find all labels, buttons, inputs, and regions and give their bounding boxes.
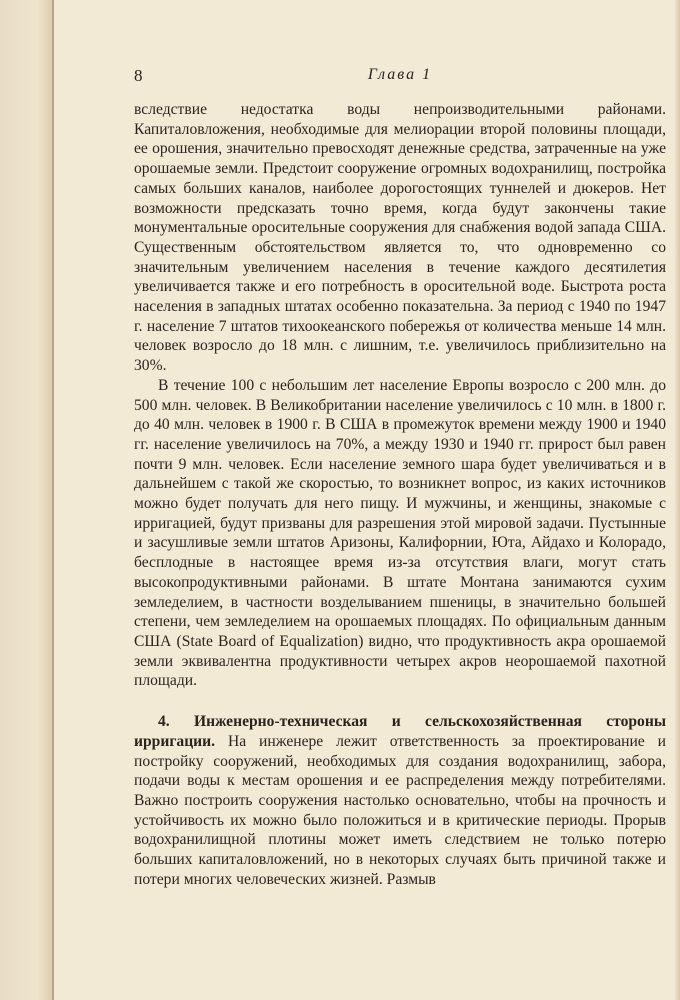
body-text	[134, 100, 666, 889]
section-text: На инженере лежит ответственность за проектирование и постройку сооружений, необходимых для создания водохранилищ, забора, подачи воды к местам орошения и ее распределения между потребителями. Важно построить сооружения настолько основательно, чтобы на прочность и устойчивость их можно было положиться и в критические периоды. Прорыв водохранилищной плотины может иметь следствием не только потерю больших капиталовложений, но в некоторых случаях быть причиной также и потери многих человеческих жизней. Размыв	[134, 732, 666, 888]
page-header	[134, 62, 666, 88]
book-page	[134, 62, 666, 889]
section-heading: 4. Инженерно-техническая и сельскохозяйственная стороны ирригации.	[134, 713, 666, 750]
paragraph-2: В течение 100 с небольшим лет население Европы возросло с 200 млн. до 500 млн. человек. В Великобритании население увеличилось с 10 млн. в 1800 г. до 40 млн. человек в 1900 г. В США в промежуток времени между 1900 и 1940 гг. население увеличилось на 70%, а между 1930 и 1940 гг. прирост был равен почти 9 млн. человек. Если население земного шара будет увеличиваться и в дальнейшем с такой же скоростью, то возникнет вопрос, из каких источников можно будет получать для него пищу. И мужчины, и женщины, знакомые с ирригацией, будут призваны для разрешения этой мировой задачи. Пустынные и засушливые земли штатов Аризоны, Калифорнии, Юта, Айдахо и Колорадо, бесплодные в настоящее время из-за отсутствия влаги, могут стать высокопродуктивными районами. В штате Монтана занимаются сухим земледелием, в частности возделыванием пшеницы, в значительно большей степени, чем земледелием на орошаемых площадях. По официальным данным США (State Board of Equalization) видно, что продуктивность акра орошаемой земли эквивалентна продуктивности четырех акров неорошаемой пахотной площади.	[134, 376, 666, 690]
book-gutter	[0, 0, 54, 1000]
page-edge	[674, 0, 680, 1000]
section-4	[134, 712, 666, 889]
running-title: Глава 1	[367, 66, 433, 83]
paragraph-1: вследствие недостатка воды непроизводительными районами. Капиталовложения, необходимые для мелиорации второй половины площади, ее орошения, значительно превосходят денежные средства, затраченные на уже орошаемые земли. Предстоит сооружение огромных водохранилищ, постройка самых больших каналов, наиболее дорогостоящих туннелей и дюкеров. Нет возможности предсказать точно время, когда будут закончены такие монументальные оросительные сооружения для снабжения водой запада США. Существенным обстоятельством является то, что одновременно со значительным увеличением населения в течение каждого десятилетия увеличивается также и его потребность в оросительной воде. Быстрота роста населения в западных штатах особенно показательна. За период с 1940 по 1947 г. население 7 штатов тихоокеанского побережья от количества меньше 14 млн. человек возросло до 18 млн. с лишним, т.е. увеличилось приблизительно на 30%.	[134, 101, 666, 375]
page-number: 8	[134, 66, 143, 85]
page-fold	[52, 0, 54, 1000]
